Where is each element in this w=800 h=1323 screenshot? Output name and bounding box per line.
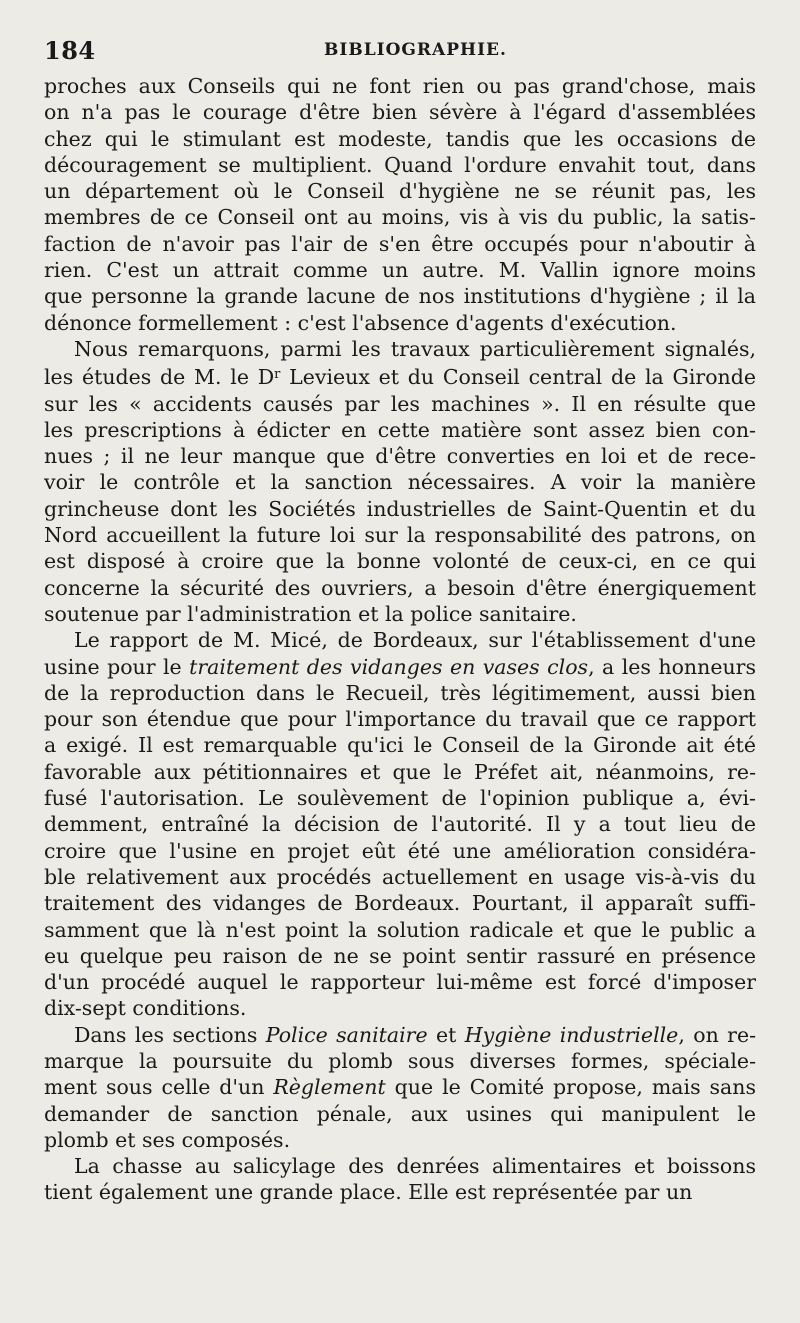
text-line: fusé l'autorisation. Le soulèvement de l'opinion publique a, évi-: [44, 786, 756, 811]
text-line: un département où le Conseil d'hygiène ne se réunit pas, les: [44, 179, 756, 204]
text-line: les études de M. le $D^r$ Levieux et du Conseil central de la Gironde: [44, 365, 756, 390]
paragraph: [44, 336, 756, 627]
text-line: demment, entraîné la décision de l'autorité. Il y a tout lieu de: [44, 812, 756, 837]
text-line: sur les « accidents causés par les machines ». Il en résulte que: [44, 391, 756, 416]
text-line: soutenue par l'administration et la police sanitaire.: [44, 601, 577, 626]
text-line: traitement des vidanges de Bordeaux. Pourtant, il apparaît suffi-: [44, 891, 756, 916]
text-line: favorable aux pétitionnaires et que le Préfet ait, néanmoins, re-: [44, 759, 756, 784]
text-line: rien. C'est un attrait comme un autre. M. Vallin ignore moins: [44, 258, 756, 283]
text-line: usine pour le traitement des vidanges en vases clos, a les honneurs: [44, 654, 756, 679]
text-line: samment que là n'est point la solution radicale et que le public a: [44, 917, 756, 942]
text-line: pour son étendue que pour l'importance du travail que ce rapport: [44, 707, 756, 732]
text-line: d'un procédé auquel le rapporteur lui-même est forcé d'imposer: [44, 970, 756, 995]
text-line: Le rapport de M. Micé, de Bordeaux, sur l'établissement d'une: [74, 628, 756, 653]
paragraph: [44, 627, 756, 1021]
text-line: marque la poursuite du plomb sous diverses formes, spéciale-: [44, 1048, 756, 1073]
text-line: découragement se multiplient. Quand l'ordure envahit tout, dans: [44, 152, 756, 177]
text-line: croire que l'usine en projet eût été une amélioration considéra-: [44, 838, 756, 863]
text-line: concerne la sécurité des ouvriers, a besoin d'être énergiquement: [44, 575, 756, 600]
text-line: eu quelque peu raison de ne se point sentir rassuré en présence: [44, 943, 756, 968]
text-line: ble relativement aux procédés actuellement en usage vis-à-vis du: [44, 864, 756, 889]
text-line: grincheuse dont les Sociétés industrielles de Saint-Quentin et du: [44, 496, 756, 521]
body-text: [44, 73, 756, 1206]
text-line: membres de ce Conseil ont au moins, vis à vis du public, la satis-: [44, 205, 756, 230]
text-line: Nord accueillent la future loi sur la responsabilité des patrons, on: [44, 523, 756, 548]
text-line: plomb et ses composés.: [44, 1127, 291, 1152]
text-line: chez qui le stimulant est modeste, tandis que les occasions de: [44, 126, 756, 151]
text-line: les prescriptions à édicter en cette matière sont assez bien con-: [44, 417, 756, 442]
text-line: La chasse au salicylage des denrées alimentaires et boissons: [74, 1154, 756, 1179]
page-header: [44, 36, 758, 70]
paragraph: [44, 1153, 756, 1206]
text-line: demander de sanction pénale, aux usines qui manipulent le: [44, 1101, 756, 1126]
text-line: on n'a pas le courage d'être bien sévère à l'égard d'assemblées: [44, 100, 756, 125]
text-line: que personne la grande lacune de nos institutions d'hygiène ; il la: [44, 284, 756, 309]
text-line: est disposé à croire que la bonne volonté de ceux-ci, en ce qui: [44, 549, 756, 574]
paragraph: [44, 1022, 756, 1153]
text-line: faction de n'avoir pas l'air de s'en être occupés pour n'aboutir à: [44, 231, 756, 256]
text-line: de la reproduction dans le Recueil, très légitimement, aussi bien: [44, 680, 756, 705]
text-line: voir le contrôle et la sanction nécessaires. A voir la manière: [44, 470, 756, 495]
text-line: a exigé. Il est remarquable qu'ici le Conseil de la Gironde ait été: [44, 733, 756, 758]
text-line: Nous remarquons, parmi les travaux particulièrement signalés,: [74, 336, 756, 361]
text-line: tient également une grande place. Elle est représentée par un: [44, 1180, 693, 1205]
paragraph: [44, 73, 756, 336]
text-line: dix-sept conditions.: [44, 996, 247, 1021]
page-number: 184: [44, 36, 96, 65]
text-line: ment sous celle d'un Règlement que le Comité propose, mais sans: [44, 1075, 756, 1100]
text-line: dénonce formellement : c'est l'absence d'agents d'exécution.: [44, 310, 677, 335]
text-line: proches aux Conseils qui ne font rien ou pas grand'chose, mais: [44, 74, 756, 98]
text-line: Dans les sections Police sanitaire et Hygiène industrielle, on re-: [74, 1022, 756, 1047]
running-title: BIBLIOGRAPHIE.: [324, 40, 507, 60]
text-line: nues ; il ne leur manque que d'être converties en loi et de rece-: [44, 444, 756, 469]
